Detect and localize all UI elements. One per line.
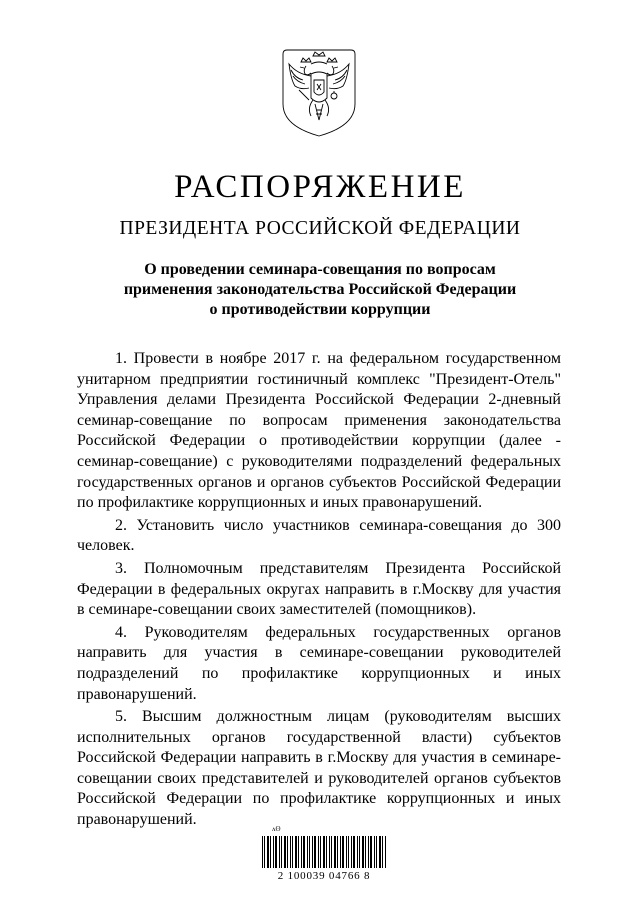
barcode-icon: [262, 836, 386, 868]
paragraph-1: 1. Провести в ноябре 2017 г. на федеральном государственном унитарном предприятии гостиничный комплекс "Президент-Отель" Управления делами Президента Российской Федерации 2-дневный семинар-совещание по вопросам применения законодательства Российской Федерации о противодействии коррупции (далее - семинар-совещание) с руководителями подразделений федеральных государственных органов и органов субъектов Российской Федерации по профилактике коррупционных и иных правонарушений.: [77, 350, 561, 512]
document-heading: [80, 260, 560, 320]
document-title: РАСПОРЯЖЕНИЕ: [174, 169, 466, 205]
heading-line: применения законодательства Российской Федерации: [123, 281, 517, 298]
paragraph-2: 2. Установить число участников семинара-совещания до 300 человек.: [77, 516, 561, 555]
paragraph-3: 3. Полномочным представителям Президента Российской Федерации в федеральных округах направить в г.Москву для участия в семинаре-совещании своих заместителей (помощников).: [77, 559, 561, 619]
barcode-mark: ᴧʘ: [272, 825, 281, 833]
paragraph-4: 4. Руководителям федеральных государственных органов направить для участия в семинаре-совещании руководителей подразделений по профилактике коррупционных и иных правонарушений.: [77, 623, 561, 703]
heading-line: О проведении семинара-совещания по вопросам: [144, 261, 496, 278]
barcode: [258, 825, 390, 885]
document-subtitle: ПРЕЗИДЕНТА РОССИЙСКОЙ ФЕДЕРАЦИИ: [119, 218, 521, 239]
heading-line: о противодействии коррупции: [209, 301, 431, 318]
coat-of-arms-icon: [281, 46, 357, 138]
paragraph-5: 5. Высшим должностным лицам (руководителям высших исполнительных органов государственной власти) субъектов Российской Федерации направить в г.Москву для участия в семинаре-совещании своих представителей и руководителей органов субъектов Российской Федерации по профилактике коррупционных и иных правонарушений.: [77, 708, 561, 829]
barcode-number: 2 100039 04766 8: [277, 870, 371, 882]
document-body: [77, 349, 561, 833]
